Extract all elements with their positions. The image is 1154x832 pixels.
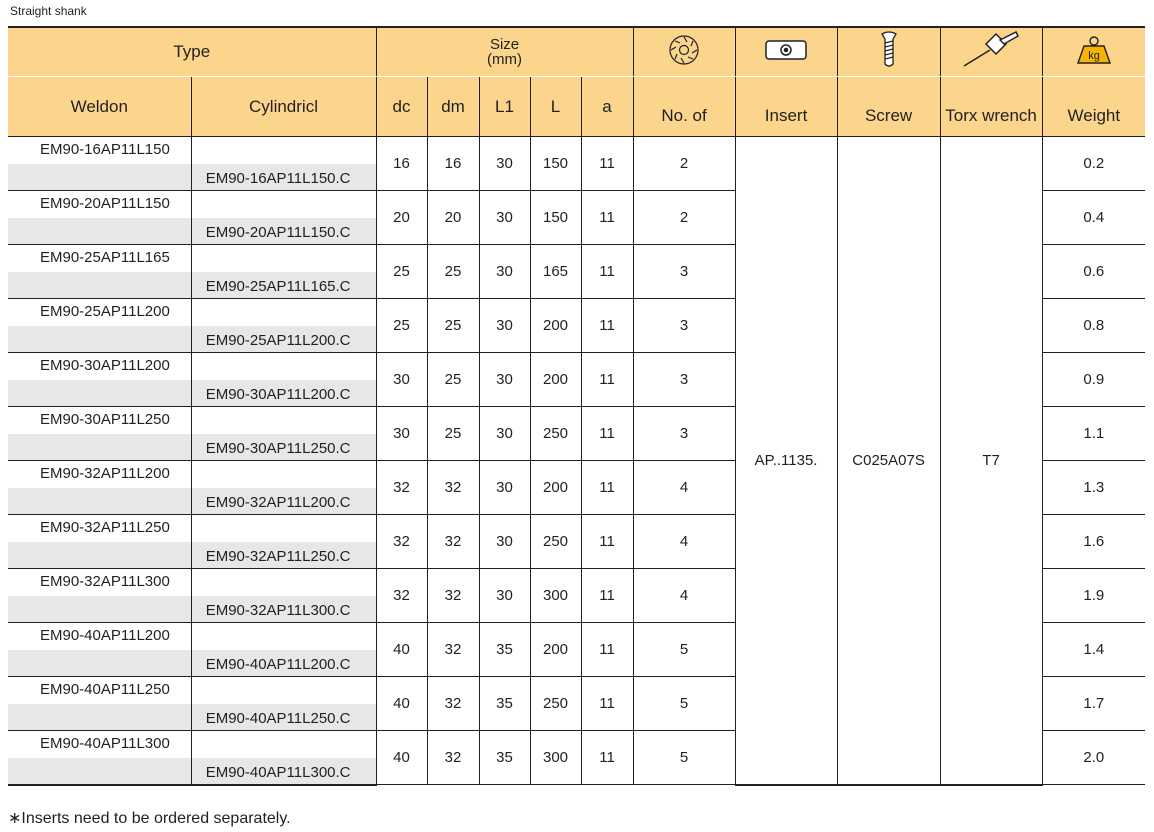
cell-dc: 30 bbox=[376, 407, 427, 461]
blank-cell bbox=[8, 326, 191, 353]
cell-dm: 32 bbox=[427, 677, 479, 731]
weight-value: 0.2 bbox=[1042, 137, 1145, 191]
cell-l: 150 bbox=[530, 137, 581, 191]
cylindrical-code: EM90-40AP11L300.C bbox=[191, 758, 376, 785]
insert-icon bbox=[735, 27, 837, 77]
cell-l: 200 bbox=[530, 353, 581, 407]
l-header: L bbox=[530, 77, 581, 137]
weight-value: 1.7 bbox=[1042, 677, 1145, 731]
cell-dc: 25 bbox=[376, 245, 427, 299]
product-table bbox=[8, 26, 1145, 786]
blank-cell bbox=[191, 191, 376, 218]
cylindrical-code: EM90-32AP11L200.C bbox=[191, 488, 376, 515]
cell-l1: 35 bbox=[479, 623, 530, 677]
cell-no: 5 bbox=[633, 731, 735, 785]
weight-kg-icon bbox=[1042, 27, 1145, 77]
cell-dm: 25 bbox=[427, 245, 479, 299]
cylindrical-code: EM90-20AP11L150.C bbox=[191, 218, 376, 245]
cell-a: 11 bbox=[581, 245, 633, 299]
blank-cell bbox=[191, 515, 376, 542]
blank-cell bbox=[8, 704, 191, 731]
cell-dc: 20 bbox=[376, 191, 427, 245]
insert-header: Insert bbox=[735, 77, 837, 137]
blank-cell bbox=[191, 245, 376, 272]
cylindrical-code: EM90-30AP11L250.C bbox=[191, 434, 376, 461]
blank-cell bbox=[191, 407, 376, 434]
cell-dm: 32 bbox=[427, 731, 479, 785]
blank-cell bbox=[8, 758, 191, 785]
cell-a: 11 bbox=[581, 353, 633, 407]
cell-a: 11 bbox=[581, 461, 633, 515]
type-header: Type bbox=[8, 27, 376, 77]
blank-cell bbox=[8, 218, 191, 245]
blank-cell bbox=[8, 164, 191, 191]
cell-l: 200 bbox=[530, 461, 581, 515]
weight-value: 1.3 bbox=[1042, 461, 1145, 515]
blank-cell bbox=[8, 488, 191, 515]
cell-a: 11 bbox=[581, 731, 633, 785]
cutter-teeth-icon bbox=[633, 27, 735, 77]
cylindrical-code: EM90-25AP11L200.C bbox=[191, 326, 376, 353]
cell-dm: 32 bbox=[427, 623, 479, 677]
cell-l: 165 bbox=[530, 245, 581, 299]
cell-dm: 25 bbox=[427, 299, 479, 353]
cell-dm: 32 bbox=[427, 569, 479, 623]
cell-l1: 30 bbox=[479, 515, 530, 569]
weight-value: 0.4 bbox=[1042, 191, 1145, 245]
weldon-header: Weldon bbox=[8, 77, 191, 137]
weight-value: 1.1 bbox=[1042, 407, 1145, 461]
no-of-header: No. of bbox=[633, 77, 735, 137]
weldon-code: EM90-30AP11L250 bbox=[8, 407, 191, 434]
weight-header: Weight bbox=[1042, 77, 1145, 137]
svg-text:kg: kg bbox=[1088, 49, 1100, 62]
cylindrical-code: EM90-32AP11L250.C bbox=[191, 542, 376, 569]
cell-dm: 32 bbox=[427, 461, 479, 515]
cell-l: 250 bbox=[530, 515, 581, 569]
screw-value: C025A07S bbox=[837, 137, 940, 785]
cylindrical-code: EM90-32AP11L300.C bbox=[191, 596, 376, 623]
table-row bbox=[8, 137, 1145, 164]
weldon-code: EM90-40AP11L200 bbox=[8, 623, 191, 650]
cell-a: 11 bbox=[581, 569, 633, 623]
weldon-code: EM90-40AP11L300 bbox=[8, 731, 191, 758]
cell-no: 4 bbox=[633, 515, 735, 569]
cell-dc: 25 bbox=[376, 299, 427, 353]
weldon-code: EM90-32AP11L250 bbox=[8, 515, 191, 542]
cell-l: 300 bbox=[530, 731, 581, 785]
table-body bbox=[8, 137, 1145, 785]
cell-l1: 35 bbox=[479, 731, 530, 785]
cell-no: 3 bbox=[633, 245, 735, 299]
cell-l1: 30 bbox=[479, 407, 530, 461]
cell-l: 300 bbox=[530, 569, 581, 623]
weight-value: 0.8 bbox=[1042, 299, 1145, 353]
size-header: Size (mm) bbox=[376, 27, 633, 77]
weldon-code: EM90-32AP11L200 bbox=[8, 461, 191, 488]
cylindrical-code: EM90-40AP11L200.C bbox=[191, 650, 376, 677]
screw-header: Screw bbox=[837, 77, 940, 137]
cell-l1: 30 bbox=[479, 353, 530, 407]
cell-no: 3 bbox=[633, 353, 735, 407]
blank-cell bbox=[191, 461, 376, 488]
blank-cell bbox=[191, 677, 376, 704]
blank-cell bbox=[8, 272, 191, 299]
cell-dc: 40 bbox=[376, 677, 427, 731]
torx-wrench-icon bbox=[940, 27, 1042, 77]
blank-cell bbox=[191, 137, 376, 164]
cell-l1: 30 bbox=[479, 299, 530, 353]
cell-l1: 30 bbox=[479, 569, 530, 623]
footnote: ∗Inserts need to be ordered separately. bbox=[8, 810, 291, 827]
blank-cell bbox=[191, 353, 376, 380]
cell-a: 11 bbox=[581, 515, 633, 569]
cell-a: 11 bbox=[581, 191, 633, 245]
l1-header: L1 bbox=[479, 77, 530, 137]
cell-dc: 16 bbox=[376, 137, 427, 191]
blank-cell bbox=[8, 380, 191, 407]
cell-dc: 32 bbox=[376, 461, 427, 515]
cell-no: 5 bbox=[633, 677, 735, 731]
cell-dm: 20 bbox=[427, 191, 479, 245]
cell-no: 3 bbox=[633, 299, 735, 353]
blank-cell bbox=[8, 434, 191, 461]
insert-value: AP..1135. bbox=[735, 137, 837, 785]
weight-value: 0.6 bbox=[1042, 245, 1145, 299]
cell-a: 11 bbox=[581, 299, 633, 353]
weldon-code: EM90-25AP11L165 bbox=[8, 245, 191, 272]
cell-dc: 30 bbox=[376, 353, 427, 407]
cell-dc: 40 bbox=[376, 623, 427, 677]
cell-a: 11 bbox=[581, 407, 633, 461]
cell-dm: 25 bbox=[427, 407, 479, 461]
blank-cell bbox=[191, 731, 376, 758]
cell-l1: 35 bbox=[479, 677, 530, 731]
cell-dm: 16 bbox=[427, 137, 479, 191]
weldon-code: EM90-32AP11L300 bbox=[8, 569, 191, 596]
cylindrical-code: EM90-16AP11L150.C bbox=[191, 164, 376, 191]
torx-header: Torx wrench bbox=[940, 77, 1042, 137]
cell-a: 11 bbox=[581, 623, 633, 677]
cell-dc: 40 bbox=[376, 731, 427, 785]
weight-value: 2.0 bbox=[1042, 731, 1145, 785]
cell-a: 11 bbox=[581, 677, 633, 731]
weldon-code: EM90-16AP11L150 bbox=[8, 137, 191, 164]
cell-l1: 30 bbox=[479, 191, 530, 245]
blank-cell bbox=[8, 542, 191, 569]
torx-value: T7 bbox=[940, 137, 1042, 785]
cell-l: 200 bbox=[530, 623, 581, 677]
blank-cell bbox=[191, 299, 376, 326]
cell-dc: 32 bbox=[376, 569, 427, 623]
blank-cell bbox=[8, 596, 191, 623]
weight-value: 1.4 bbox=[1042, 623, 1145, 677]
cell-no: 4 bbox=[633, 569, 735, 623]
dc-header: dc bbox=[376, 77, 427, 137]
weight-value: 1.6 bbox=[1042, 515, 1145, 569]
cell-l1: 30 bbox=[479, 137, 530, 191]
cylindrical-code: EM90-40AP11L250.C bbox=[191, 704, 376, 731]
cell-dm: 25 bbox=[427, 353, 479, 407]
cell-no: 4 bbox=[633, 461, 735, 515]
cell-no: 2 bbox=[633, 191, 735, 245]
cell-l: 200 bbox=[530, 299, 581, 353]
cell-dc: 32 bbox=[376, 515, 427, 569]
weldon-code: EM90-20AP11L150 bbox=[8, 191, 191, 218]
cell-l: 150 bbox=[530, 191, 581, 245]
cell-no: 3 bbox=[633, 407, 735, 461]
cell-dm: 32 bbox=[427, 515, 479, 569]
table-caption: Straight shank bbox=[10, 4, 87, 18]
blank-cell bbox=[8, 650, 191, 677]
screw-icon bbox=[837, 27, 940, 77]
cell-l: 250 bbox=[530, 677, 581, 731]
weight-value: 0.9 bbox=[1042, 353, 1145, 407]
weight-value: 1.9 bbox=[1042, 569, 1145, 623]
cell-l1: 30 bbox=[479, 461, 530, 515]
a-header: a bbox=[581, 77, 633, 137]
cell-a: 11 bbox=[581, 137, 633, 191]
cell-l: 250 bbox=[530, 407, 581, 461]
dm-header: dm bbox=[427, 77, 479, 137]
cylindrical-code: EM90-30AP11L200.C bbox=[191, 380, 376, 407]
cell-no: 5 bbox=[633, 623, 735, 677]
cylindrical-header: Cylindricl bbox=[191, 77, 376, 137]
weldon-code: EM90-25AP11L200 bbox=[8, 299, 191, 326]
blank-cell bbox=[191, 569, 376, 596]
weldon-code: EM90-40AP11L250 bbox=[8, 677, 191, 704]
cell-l1: 30 bbox=[479, 245, 530, 299]
blank-cell bbox=[191, 623, 376, 650]
weldon-code: EM90-30AP11L200 bbox=[8, 353, 191, 380]
cell-no: 2 bbox=[633, 137, 735, 191]
cylindrical-code: EM90-25AP11L165.C bbox=[191, 272, 376, 299]
